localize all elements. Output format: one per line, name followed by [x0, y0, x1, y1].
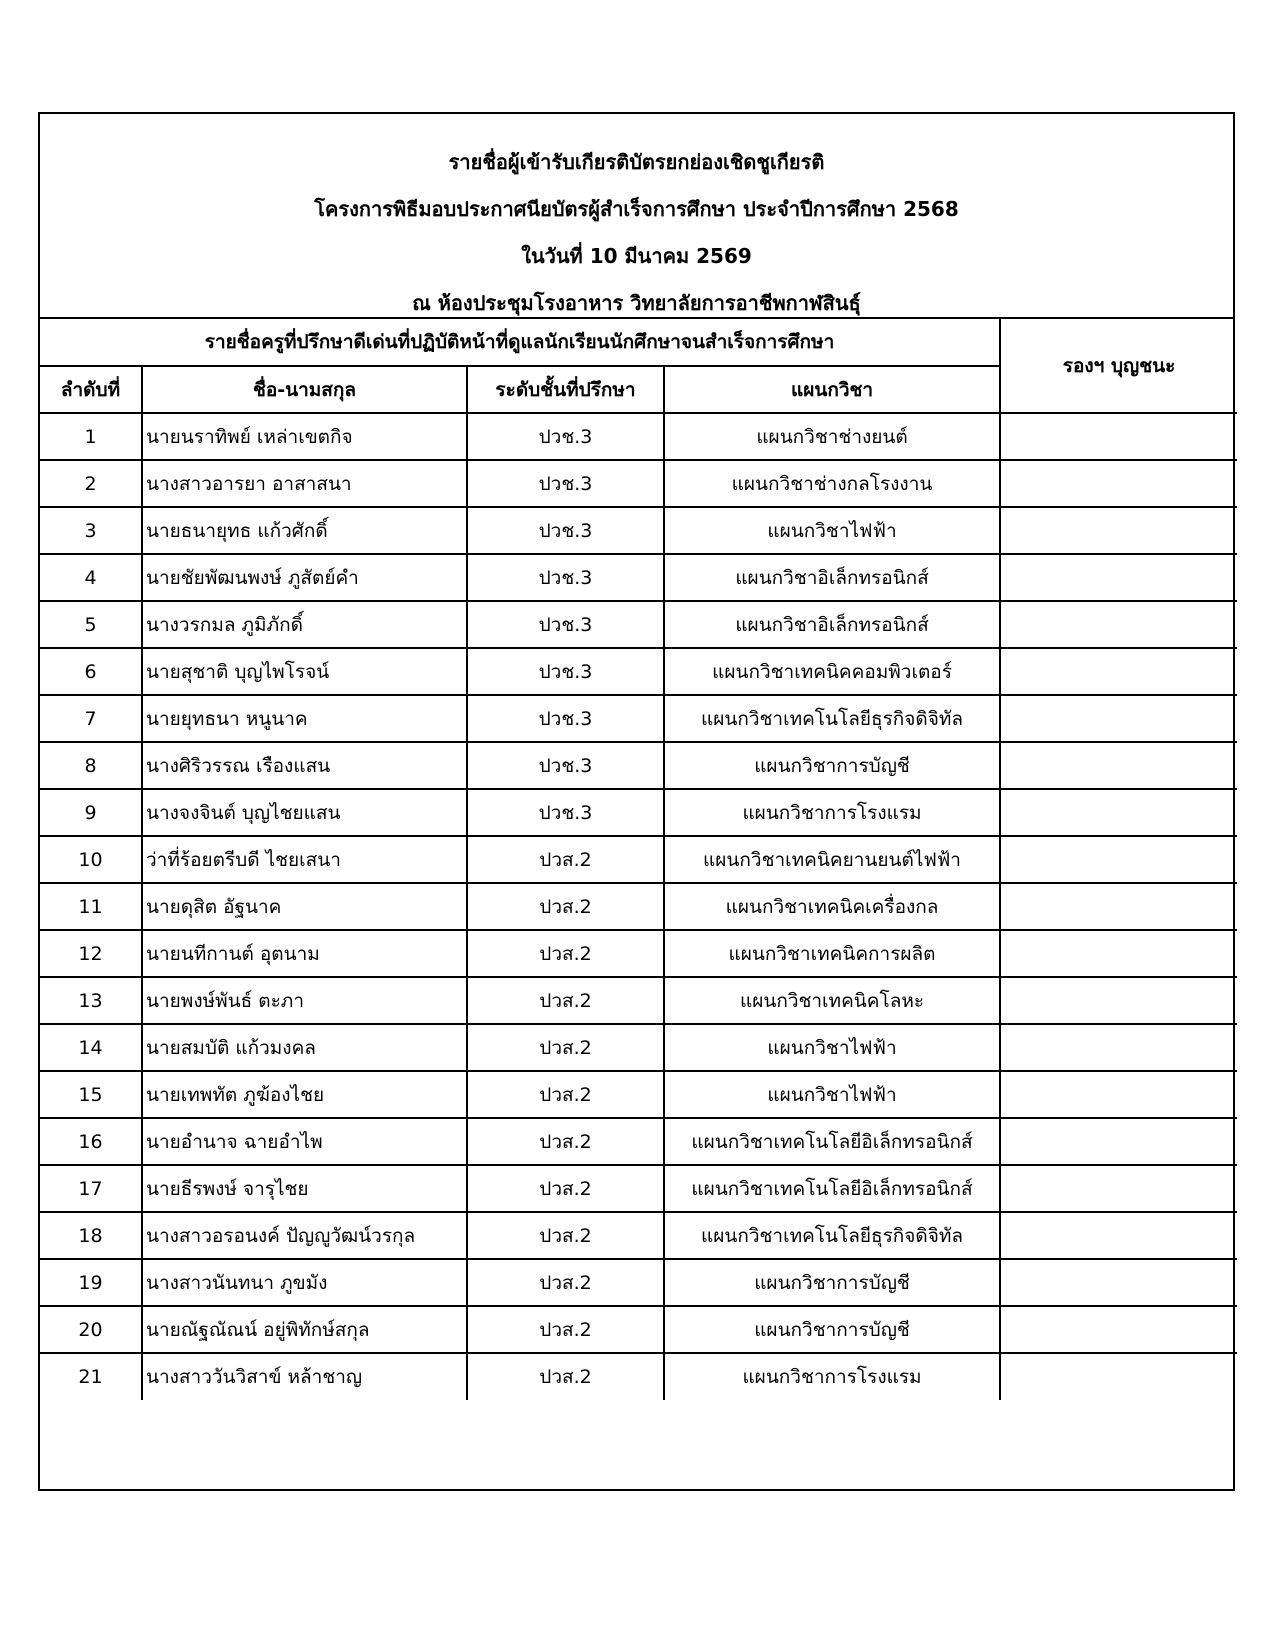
row-dept: แผนกวิชาการบัญชี	[664, 742, 1000, 789]
row-level: ปวส.2	[467, 1212, 664, 1259]
row-dept: แผนกวิชาไฟฟ้า	[664, 1071, 1000, 1118]
table-row	[40, 930, 1237, 977]
row-number: 17	[40, 1165, 142, 1212]
row-number: 5	[40, 601, 142, 648]
column-header-level: ระดับชั้นที่ปรึกษา	[467, 366, 664, 413]
row-number: 8	[40, 742, 142, 789]
row-number: 19	[40, 1259, 142, 1306]
column-header-name: ชื่อ-นามสกุล	[142, 366, 467, 413]
row-level: ปวส.2	[467, 1024, 664, 1071]
row-dept: แผนกวิชาอิเล็กทรอนิกส์	[664, 554, 1000, 601]
row-number: 18	[40, 1212, 142, 1259]
table-row	[40, 1353, 1237, 1400]
row-signature	[1000, 1353, 1237, 1400]
row-signature	[1000, 789, 1237, 836]
table-row	[40, 1165, 1237, 1212]
row-signature	[1000, 742, 1237, 789]
table-row	[40, 1306, 1237, 1353]
row-dept: แผนกวิชาการบัญชี	[664, 1259, 1000, 1306]
row-number: 16	[40, 1118, 142, 1165]
row-level: ปวช.3	[467, 648, 664, 695]
honoree-table	[40, 319, 1237, 1400]
table-row	[40, 648, 1237, 695]
row-name: นายชัยพัฒนพงษ์ ภูสัตย์คำ	[142, 554, 467, 601]
row-name: นายธีรพงษ์ จารุไชย	[142, 1165, 467, 1212]
event-venue: ณ ห้องประชุมโรงอาหาร วิทยาลัยการอาชีพกาฬสินธุ์	[412, 291, 861, 315]
row-name: นางวรกมล ภูมิภักดิ์	[142, 601, 467, 648]
row-signature	[1000, 1118, 1237, 1165]
column-header-no: ลำดับที่	[40, 366, 142, 413]
row-level: ปวช.3	[467, 695, 664, 742]
row-name: นางศิริวรรณ เรืองแสน	[142, 742, 467, 789]
row-dept: แผนกวิชาเทคโนโลยีธุรกิจดิจิทัล	[664, 695, 1000, 742]
table-row	[40, 977, 1237, 1024]
row-name: ว่าที่ร้อยตรีบดี ไชยเสนา	[142, 836, 467, 883]
row-signature	[1000, 930, 1237, 977]
table-row	[40, 695, 1237, 742]
row-dept: แผนกวิชาการบัญชี	[664, 1306, 1000, 1353]
table-body	[40, 413, 1237, 1400]
row-dept: แผนกวิชาช่างกลโรงงาน	[664, 460, 1000, 507]
table-row	[40, 601, 1237, 648]
row-number: 20	[40, 1306, 142, 1353]
table-row	[40, 742, 1237, 789]
row-number: 11	[40, 883, 142, 930]
row-signature	[1000, 1024, 1237, 1071]
project-name: โครงการพิธีมอบประกาศนียบัตรผู้สำเร็จการศึกษา ประจำปีการศึกษา 2568	[314, 197, 959, 221]
row-name: นายนราทิพย์ เหล่าเขตกิจ	[142, 413, 467, 460]
row-dept: แผนกวิชาเทคโนโลยีอิเล็กทรอนิกส์	[664, 1118, 1000, 1165]
row-name: นางสาววันวิสาข์ หล้าชาญ	[142, 1353, 467, 1400]
row-level: ปวช.3	[467, 413, 664, 460]
row-signature	[1000, 1212, 1237, 1259]
row-dept: แผนกวิชาการโรงแรม	[664, 789, 1000, 836]
row-level: ปวช.3	[467, 460, 664, 507]
row-name: นางสาวนันทนา ภูขมัง	[142, 1259, 467, 1306]
row-signature	[1000, 601, 1237, 648]
table-row	[40, 1259, 1237, 1306]
table-row	[40, 1071, 1237, 1118]
row-number: 7	[40, 695, 142, 742]
row-signature	[1000, 977, 1237, 1024]
row-dept: แผนกวิชาไฟฟ้า	[664, 1024, 1000, 1071]
row-signature	[1000, 413, 1237, 460]
row-name: นายสมบัติ แก้วมงคล	[142, 1024, 467, 1071]
table-row	[40, 413, 1237, 460]
row-signature	[1000, 554, 1237, 601]
row-name: นายนทีกานต์ อุตนาม	[142, 930, 467, 977]
table-row	[40, 1212, 1237, 1259]
column-header-dept: แผนกวิชา	[664, 366, 1000, 413]
row-level: ปวช.3	[467, 789, 664, 836]
table-row	[40, 1024, 1237, 1071]
row-signature	[1000, 460, 1237, 507]
table-row	[40, 789, 1237, 836]
row-signature	[1000, 1306, 1237, 1353]
row-dept: แผนกวิชาเทคโนโลยีธุรกิจดิจิทัล	[664, 1212, 1000, 1259]
row-level: ปวส.2	[467, 977, 664, 1024]
row-signature	[1000, 1071, 1237, 1118]
row-signature	[1000, 507, 1237, 554]
row-level: ปวส.2	[467, 1071, 664, 1118]
row-dept: แผนกวิชาช่างยนต์	[664, 413, 1000, 460]
row-dept: แผนกวิชาเทคนิคโลหะ	[664, 977, 1000, 1024]
row-number: 15	[40, 1071, 142, 1118]
row-dept: แผนกวิชาเทคโนโลยีอิเล็กทรอนิกส์	[664, 1165, 1000, 1212]
row-level: ปวช.3	[467, 601, 664, 648]
row-level: ปวช.3	[467, 742, 664, 789]
title-block	[40, 114, 1233, 319]
row-name: นายอำนาจ ฉายอำไพ	[142, 1118, 467, 1165]
row-signature	[1000, 648, 1237, 695]
row-level: ปวช.3	[467, 507, 664, 554]
table-row	[40, 836, 1237, 883]
row-level: ปวส.2	[467, 1353, 664, 1400]
row-signature	[1000, 695, 1237, 742]
row-level: ปวส.2	[467, 1165, 664, 1212]
row-level: ปวส.2	[467, 1306, 664, 1353]
row-number: 6	[40, 648, 142, 695]
row-signature	[1000, 883, 1237, 930]
row-dept: แผนกวิชาเทคนิคยานยนต์ไฟฟ้า	[664, 836, 1000, 883]
row-name: นายพงษ์พันธ์ ตะภา	[142, 977, 467, 1024]
row-signature	[1000, 1165, 1237, 1212]
row-dept: แผนกวิชาเทคนิคคอมพิวเตอร์	[664, 648, 1000, 695]
row-dept: แผนกวิชาไฟฟ้า	[664, 507, 1000, 554]
row-dept: แผนกวิชาอิเล็กทรอนิกส์	[664, 601, 1000, 648]
row-number: 9	[40, 789, 142, 836]
row-name: นางสาวอรอนงค์ ปัญญูวัฒน์วรกุล	[142, 1212, 467, 1259]
row-signature	[1000, 1259, 1237, 1306]
table-row	[40, 507, 1237, 554]
group-header: รายชื่อครูที่ปรึกษาดีเด่นที่ปฏิบัติหน้าที่ดูแลนักเรียนนักศึกษาจนสำเร็จการศึกษา	[40, 319, 1000, 366]
row-name: นายณัฐณัณน์ อยู่พิทักษ์สกุล	[142, 1306, 467, 1353]
row-name: นายธนายุทธ แก้วศักดิ์	[142, 507, 467, 554]
row-level: ปวส.2	[467, 836, 664, 883]
row-number: 3	[40, 507, 142, 554]
row-name: นายดุสิต อัฐนาค	[142, 883, 467, 930]
row-dept: แผนกวิชาเทคนิคเครื่องกล	[664, 883, 1000, 930]
event-date: ในวันที่ 10 มีนาคม 2569	[521, 244, 752, 268]
row-level: ปวส.2	[467, 883, 664, 930]
row-number: 4	[40, 554, 142, 601]
row-name: นางสาวอารยา อาสาสนา	[142, 460, 467, 507]
row-number: 21	[40, 1353, 142, 1400]
row-level: ปวส.2	[467, 1118, 664, 1165]
row-name: นางจงจินต์ บุญไชยแสน	[142, 789, 467, 836]
row-number: 2	[40, 460, 142, 507]
table-row	[40, 460, 1237, 507]
row-name: นายยุทธนา หนูนาค	[142, 695, 467, 742]
row-number: 10	[40, 836, 142, 883]
row-dept: แผนกวิชาการโรงแรม	[664, 1353, 1000, 1400]
row-name: นายสุชาติ บุญไพโรจน์	[142, 648, 467, 695]
row-level: ปวส.2	[467, 1259, 664, 1306]
table-row	[40, 883, 1237, 930]
row-number: 12	[40, 930, 142, 977]
row-level: ปวช.3	[467, 554, 664, 601]
row-name: นายเทพทัต ภูฆ้องไชย	[142, 1071, 467, 1118]
document-frame	[38, 112, 1235, 1491]
document-title: รายชื่อผู้เข้ารับเกียรติบัตรยกย่องเชิดชูเกียรติ	[448, 150, 825, 174]
row-number: 1	[40, 413, 142, 460]
row-signature	[1000, 836, 1237, 883]
row-dept: แผนกวิชาเทคนิคการผลิต	[664, 930, 1000, 977]
row-number: 14	[40, 1024, 142, 1071]
table-row	[40, 554, 1237, 601]
row-level: ปวส.2	[467, 930, 664, 977]
side-header: รองฯ บุญชนะ	[1000, 319, 1237, 413]
table-row	[40, 1118, 1237, 1165]
row-number: 13	[40, 977, 142, 1024]
